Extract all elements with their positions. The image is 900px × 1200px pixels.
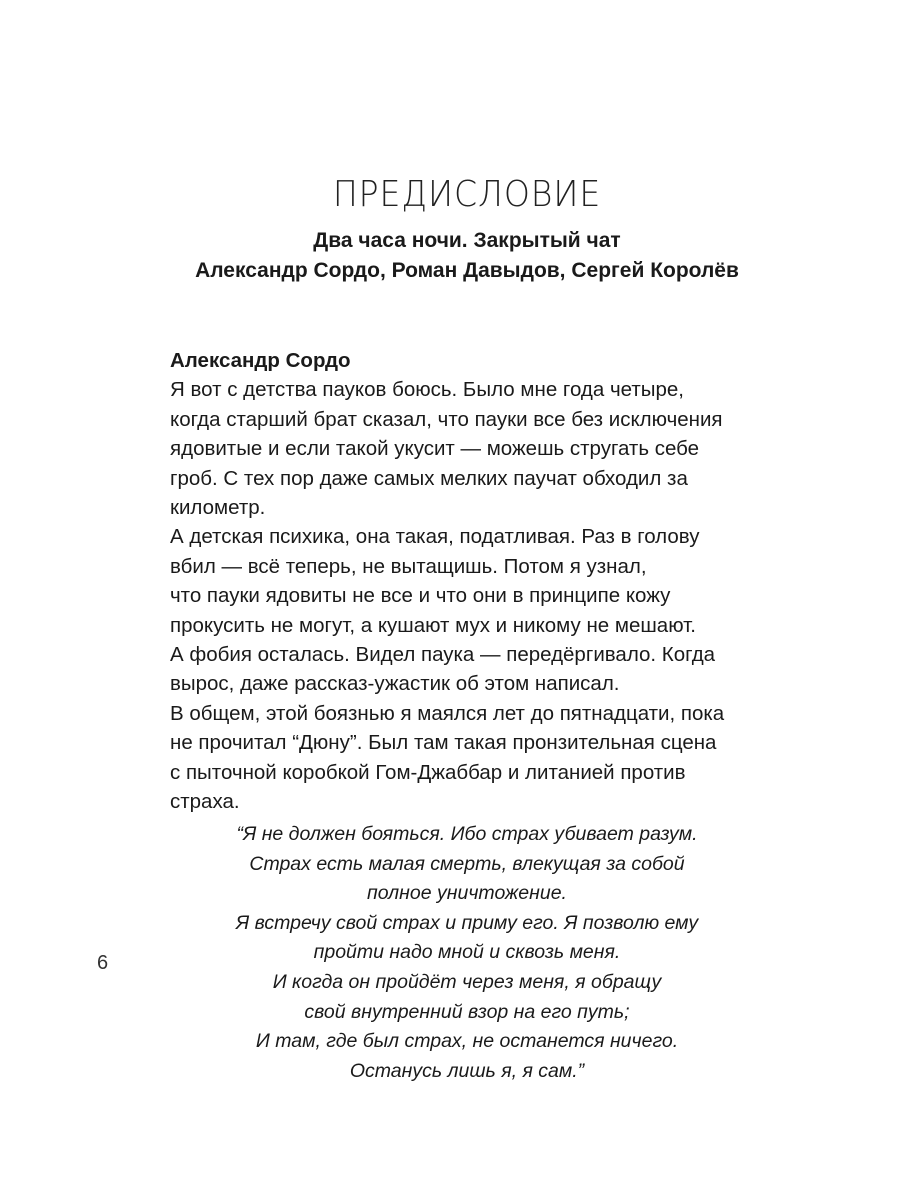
quote-line: Страх есть малая смерть, влекущая за собой — [249, 852, 685, 875]
quote-line: Я встречу свой страх и приму его. Я позволю ему — [235, 911, 699, 934]
paragraph-line: В общем, этой боязнью я маялся лет до пятнадцати, пока — [170, 701, 725, 725]
quote-line: И там, где был страх, не останется ничего. — [255, 1030, 679, 1053]
quote-line: И когда он пройдёт через меня, я обращу — [272, 970, 662, 993]
paragraph-line: не прочитал “Дюну”. Был там такая пронзительная сцена — [170, 731, 717, 755]
speaker-name: Александр Сордо — [170, 349, 351, 372]
body-text — [170, 346, 790, 817]
paragraph-line: Я вот с детства пауков боюсь. Было мне года четыре, — [170, 378, 684, 402]
paragraph-line: А детская психика, она такая, податливая. Раз в голову — [170, 525, 700, 549]
quote-line: пройти надо мной и сквозь меня. — [313, 941, 621, 964]
paragraph-line: километр. — [170, 496, 266, 520]
paragraph-line: страха. — [170, 790, 240, 814]
page-number: 6 — [97, 952, 109, 974]
quote-line: свой внутренний взор на его путь; — [304, 1000, 630, 1023]
paragraph-line: когда старший брат сказал, что пауки все без исключения — [170, 407, 723, 431]
litany-quote — [170, 820, 764, 1086]
quote-line: “Я не должен бояться. Ибо страх убивает разум. — [236, 823, 698, 845]
chapter-authors: Александр Сордо, Роман Давыдов, Сергей Королёв — [195, 259, 739, 282]
paragraph-line: прокусить не могут, а кушают мух и никому не мешают. — [170, 613, 696, 637]
paragraph-line: вбил — всё теперь, не вытащишь. Потом я узнал, — [170, 554, 647, 578]
chapter-subtitle: Два часа ночи. Закрытый чат — [313, 229, 621, 252]
paragraph-line: гроб. С тех пор даже самых мелких паучат обходил за — [170, 466, 688, 490]
quote-line: полное уничтожение. — [367, 882, 567, 905]
paragraph-line: что пауки ядовиты не все и что они в принципе кожу — [170, 584, 671, 608]
paragraph-line: вырос, даже рассказ-ужастик об этом написал. — [170, 672, 620, 696]
paragraph-line: с пыточной коробкой Гом-Джаббар и литанией против — [170, 760, 686, 784]
quote-line: Останусь лишь я, я сам.” — [349, 1059, 585, 1082]
paragraph-line: ядовитые и если такой укусит — можешь стругать себе — [170, 437, 700, 461]
paragraph-line: А фобия осталась. Видел паука — передёргивало. Когда — [170, 643, 716, 667]
chapter-title: ПРЕДИСЛОВИЕ — [332, 174, 602, 215]
